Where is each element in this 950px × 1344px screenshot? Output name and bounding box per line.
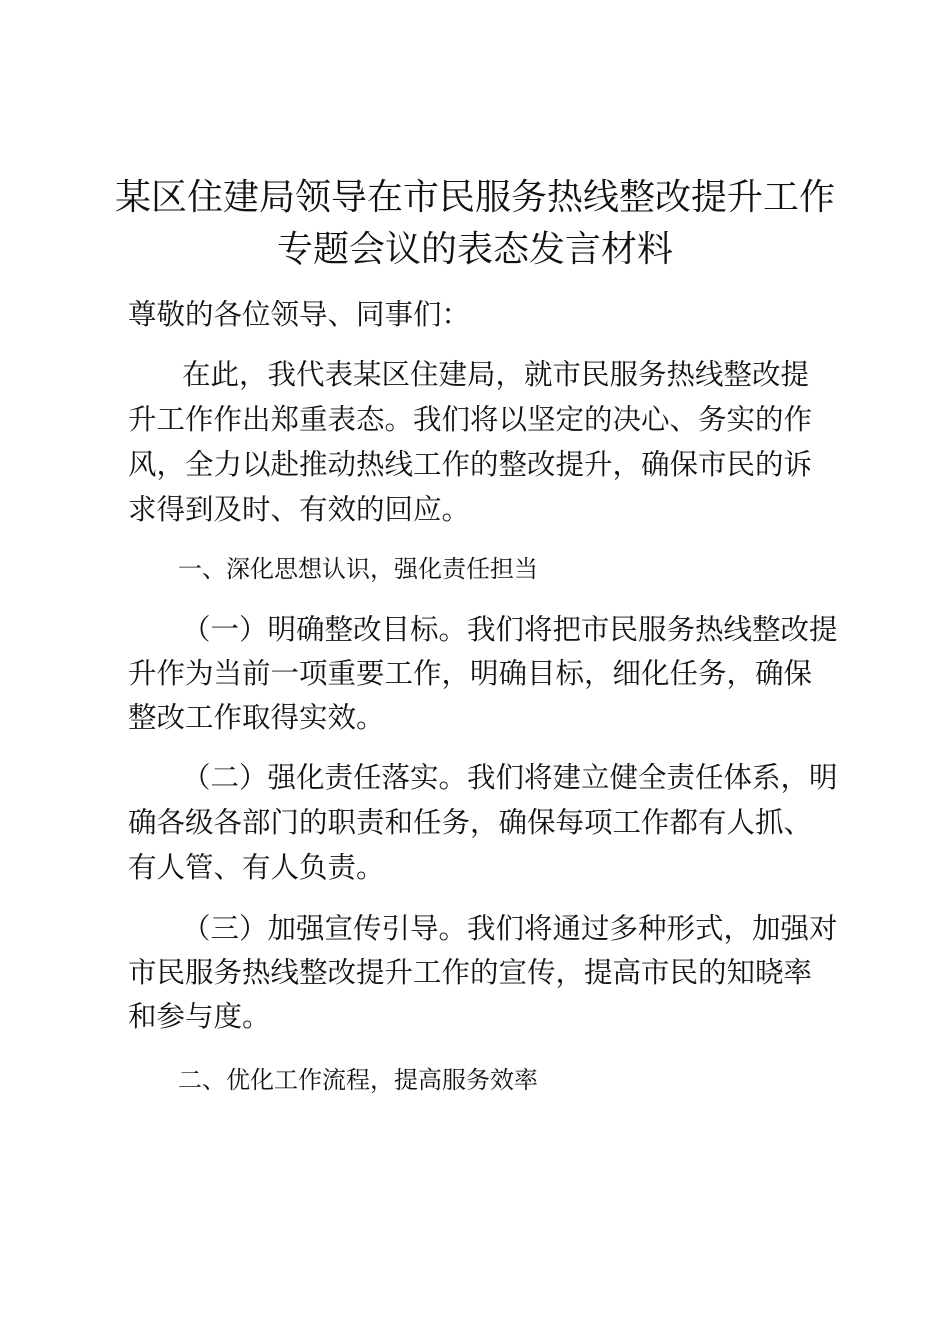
item-1-line-1: （一）明确整改目标。我们将把市民服务热线整改提	[182, 613, 838, 646]
item-3-line-1: （三）加强宣传引导。我们将通过多种形式，加强对	[182, 912, 838, 945]
item-2-line-1: （二）强化责任落实。我们将建立健全责任体系，明	[182, 761, 838, 794]
intro-line-4: 求得到及时、有效的回应。	[128, 493, 471, 526]
item-3-line-3: 和参与度。	[128, 1000, 271, 1033]
item-3-line-2: 市民服务热线整改提升工作的宣传，提高市民的知晓率	[128, 956, 813, 989]
document-title-line-2: 专题会议的表态发言材料	[276, 229, 673, 270]
intro-line-1: 在此，我代表某区住建局，就市民服务热线整改提	[182, 358, 810, 391]
salutation: 尊敬的各位领导、同事们：	[128, 298, 471, 331]
item-2-line-3: 有人管、有人负责。	[128, 851, 385, 884]
item-1-line-3: 整改工作取得实效。	[128, 701, 385, 734]
section-2-heading: 二、优化工作流程，提高服务效率	[178, 1066, 538, 1094]
item-2-line-2: 确各级各部门的职责和任务，确保每项工作都有人抓、	[128, 806, 813, 839]
intro-line-3: 风，全力以赴推动热线工作的整改提升，确保市民的诉	[128, 448, 813, 481]
item-1-line-2: 升作为当前一项重要工作，明确目标，细化任务，确保	[128, 657, 813, 690]
section-1-heading: 一、深化思想认识，强化责任担当	[178, 555, 538, 583]
document-title-line-1: 某区住建局领导在市民服务热线整改提升工作	[114, 177, 835, 218]
intro-line-2: 升工作作出郑重表态。我们将以坚定的决心、务实的作	[128, 403, 813, 436]
